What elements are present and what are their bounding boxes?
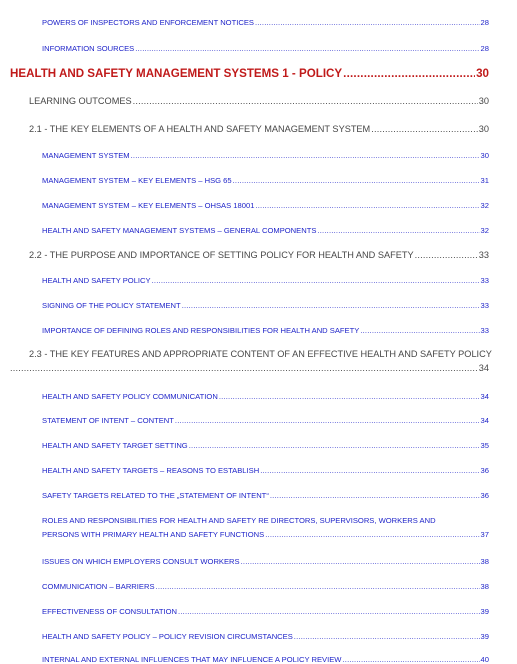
toc-leader-dots xyxy=(135,44,479,53)
toc-entry[interactable] xyxy=(42,226,489,235)
toc-entry-page: 40 xyxy=(480,655,489,664)
toc-entry-title: HEALTH AND SAFETY POLICY COMMUNICATION xyxy=(42,392,218,401)
toc-entry-title: MANAGEMENT SYSTEM – KEY ELEMENTS – OHSAS 18001 xyxy=(42,201,255,210)
toc-entry[interactable] xyxy=(42,491,489,500)
toc-entry[interactable] xyxy=(42,557,489,566)
toc-leader-dots xyxy=(255,201,479,210)
toc-entry-page: 39 xyxy=(480,632,489,641)
toc-entry-title: ROLES AND RESPONSIBILITIES FOR HEALTH AND SAFETY RE DIRECTORS, SUPERVISORS, WORKERS AND xyxy=(42,516,436,525)
toc-entry-title: STATEMENT OF INTENT – CONTENT xyxy=(42,416,174,425)
toc-leader-dots xyxy=(133,96,478,106)
toc-entry-title: POWERS OF INSPECTORS AND ENFORCEMENT NOTICES xyxy=(42,18,254,27)
toc-entry[interactable] xyxy=(42,392,489,401)
toc-entry-page: 34 xyxy=(480,392,489,401)
toc-entry-title: COMMUNICATION – BARRIERS xyxy=(42,582,155,591)
toc-entry-title: IMPORTANCE OF DEFINING ROLES AND RESPONSIBILITIES FOR HEALTH AND SAFETY xyxy=(42,326,360,335)
toc-entry-title: INFORMATION SOURCES xyxy=(42,44,135,53)
toc-entry-page: 32 xyxy=(480,201,489,210)
toc-entry[interactable] xyxy=(42,44,489,53)
toc-entry[interactable] xyxy=(42,441,489,450)
toc-entry-page: 31 xyxy=(480,176,489,185)
toc-entry-title: SAFETY TARGETS RELATED TO THE „STATEMENT OF INTENT“ xyxy=(42,491,269,500)
toc-entry-page: 28 xyxy=(480,18,489,27)
toc-entry-page: 39 xyxy=(480,607,489,616)
toc-entry-title: HEALTH AND SAFETY MANAGEMENT SYSTEMS – GENERAL COMPONENTS xyxy=(42,226,317,235)
toc-entry[interactable] xyxy=(42,151,489,160)
toc-entry-title: EFFECTIVENESS OF CONSULTATION xyxy=(42,607,178,616)
toc-entry-title: 2.3 - THE KEY FEATURES AND APPROPRIATE CONTENT OF AN EFFECTIVE HEALTH AND SAFETY POLICY xyxy=(29,349,492,359)
toc-entry[interactable] xyxy=(42,607,489,616)
toc-entry-page: 33 xyxy=(480,301,489,310)
toc-leader-dots xyxy=(182,301,480,310)
toc-leader-dots xyxy=(156,582,480,591)
toc-leader-dots xyxy=(175,416,480,425)
toc-entry-title-continued: PERSONS WITH PRIMARY HEALTH AND SAFETY FUNCTIONS xyxy=(42,530,265,539)
toc-entry-line1[interactable] xyxy=(42,516,436,525)
toc-entry-page: 30 xyxy=(476,67,489,80)
toc-leader-dots xyxy=(317,226,479,235)
toc-leader-dots xyxy=(219,392,480,401)
toc-section-entry[interactable] xyxy=(29,250,489,260)
toc-entry-title: LEARNING OUTCOMES xyxy=(29,96,132,106)
toc-leader-dots xyxy=(343,67,475,80)
toc-leader-dots xyxy=(270,491,480,500)
toc-leader-dots xyxy=(415,250,478,260)
toc-entry[interactable] xyxy=(42,176,489,185)
toc-entry-page: 30 xyxy=(480,151,489,160)
toc-entry-title: SIGNING OF THE POLICY STATEMENT xyxy=(42,301,181,310)
toc-entry-page: 32 xyxy=(480,226,489,235)
toc-entry-title: INTERNAL AND EXTERNAL INFLUENCES THAT MAY INFLUENCE A POLICY REVIEW xyxy=(42,655,342,664)
toc-leader-dots xyxy=(10,363,478,373)
toc-entry-line2[interactable] xyxy=(42,530,489,539)
toc-entry[interactable] xyxy=(42,18,489,27)
toc-entry-page: 38 xyxy=(480,557,489,566)
toc-leader-dots xyxy=(233,176,480,185)
toc-entry-title: HEALTH AND SAFETY TARGETS – REASONS TO ESTABLISH xyxy=(42,466,260,475)
toc-leader-dots xyxy=(265,530,479,539)
toc-entry[interactable] xyxy=(42,326,489,335)
toc-entry-page: 34 xyxy=(480,416,489,425)
toc-entry[interactable] xyxy=(42,276,489,285)
toc-entry-page: 35 xyxy=(480,441,489,450)
toc-leader-dots xyxy=(189,441,480,450)
toc-entry-title: HEALTH AND SAFETY POLICY – POLICY REVISION CIRCUMSTANCES xyxy=(42,632,293,641)
toc-entry[interactable] xyxy=(42,201,489,210)
toc-chapter-entry[interactable] xyxy=(10,67,489,80)
toc-entry-page: 30 xyxy=(478,124,489,134)
toc-section-entry[interactable] xyxy=(29,96,489,106)
toc-entry-page: 34 xyxy=(478,363,489,373)
toc-entry-title: 2.1 - THE KEY ELEMENTS OF A HEALTH AND SAFETY MANAGEMENT SYSTEM xyxy=(29,124,371,134)
toc-leader-dots xyxy=(294,632,480,641)
toc-section-entry[interactable] xyxy=(29,124,489,134)
toc-entry-page: 37 xyxy=(480,530,489,539)
toc-entry-title: ISSUES ON WHICH EMPLOYERS CONSULT WORKERS xyxy=(42,557,240,566)
toc-leader-dots xyxy=(131,151,480,160)
toc-leader-dots xyxy=(360,326,479,335)
toc-entry-page: 36 xyxy=(480,466,489,475)
toc-entry[interactable] xyxy=(42,632,489,641)
toc-entry[interactable] xyxy=(42,301,489,310)
toc-entry-page: 33 xyxy=(480,276,489,285)
toc-entry-page: 30 xyxy=(478,96,489,106)
toc-leader-dots xyxy=(178,607,480,616)
toc-entry-title: MANAGEMENT SYSTEM – KEY ELEMENTS – HSG 65 xyxy=(42,176,232,185)
toc-entry-title: 2.2 - THE PURPOSE AND IMPORTANCE OF SETTING POLICY FOR HEALTH AND SAFETY xyxy=(29,250,414,260)
toc-leader-dots xyxy=(241,557,480,566)
toc-section-entry-line2[interactable] xyxy=(10,363,489,373)
toc-entry[interactable] xyxy=(42,582,489,591)
toc-entry-page: 36 xyxy=(480,491,489,500)
toc-leader-dots xyxy=(255,18,480,27)
toc-entry-title: MANAGEMENT SYSTEM xyxy=(42,151,130,160)
toc-entry-title: HEALTH AND SAFETY TARGET SETTING xyxy=(42,441,188,450)
toc-entry[interactable] xyxy=(42,466,489,475)
toc-entry-page: 33 xyxy=(478,250,489,260)
toc-leader-dots xyxy=(371,124,478,134)
toc-leader-dots xyxy=(152,276,480,285)
toc-leader-dots xyxy=(260,466,479,475)
toc-entry-page: 28 xyxy=(480,44,489,53)
toc-entry-page: 33 xyxy=(480,326,489,335)
toc-entry-title: HEALTH AND SAFETY POLICY xyxy=(42,276,151,285)
toc-entry-title: HEALTH AND SAFETY MANAGEMENT SYSTEMS 1 - POLICY xyxy=(10,67,343,80)
toc-entry-page: 38 xyxy=(480,582,489,591)
toc-entry[interactable] xyxy=(42,416,489,425)
toc-section-entry-line1[interactable] xyxy=(29,349,492,359)
